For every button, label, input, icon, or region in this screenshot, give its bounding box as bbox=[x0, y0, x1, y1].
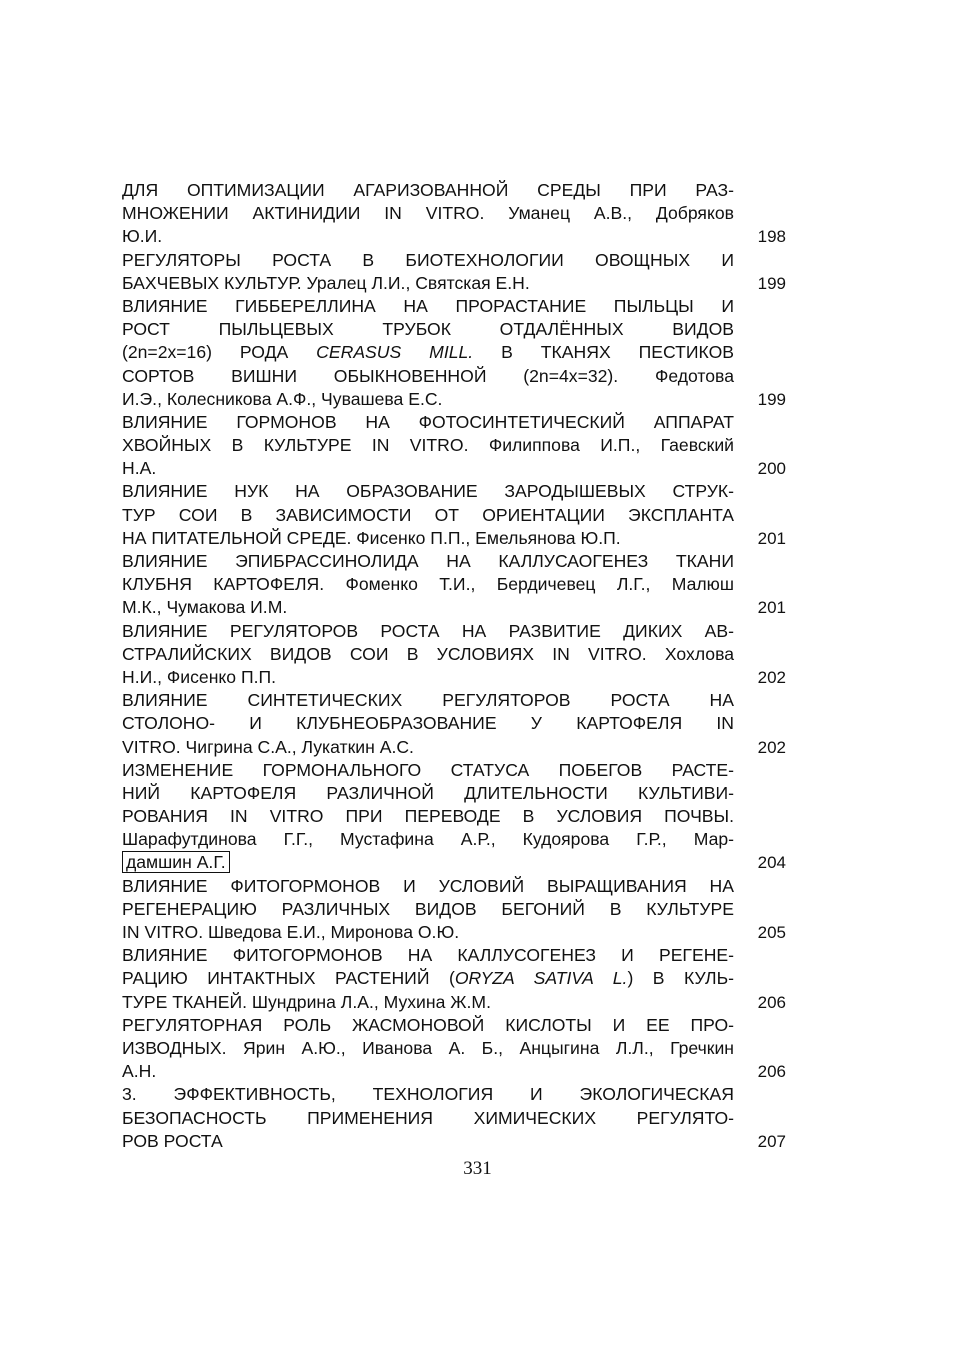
entry-line: ТУР СОИ В ЗАВИСИМОСТИ ОТ ОРИЕНТАЦИИ ЭКСПЛАНТА bbox=[122, 504, 734, 525]
toc-entry bbox=[122, 179, 786, 249]
entry-line-italic: (2n=2x=16) РОДА CERASUS MILL. В ТКАНЯХ ПЕСТИКОВ bbox=[122, 342, 734, 363]
entry-line: М.К., Чумакова И.М. bbox=[122, 597, 288, 618]
toc-entry bbox=[122, 875, 786, 945]
latin-name: ORYZA SATIVA L. bbox=[454, 968, 628, 989]
toc-entry-section bbox=[122, 1083, 786, 1153]
entry-page-number: 205 bbox=[757, 923, 786, 942]
entry-line: БЕЗОПАСНОСТЬ ПРИМЕНЕНИЯ ХИМИЧЕСКИХ РЕГУЛЯТО- bbox=[122, 1107, 734, 1128]
toc-entry bbox=[122, 249, 786, 295]
entry-page-number: 202 bbox=[757, 667, 786, 687]
latin-name: CERASUS MILL. bbox=[316, 342, 474, 363]
boxed-author: дамшин А.Г. bbox=[122, 851, 230, 873]
toc-entry bbox=[122, 550, 786, 620]
entry-line: БАХЧЕВЫХ КУЛЬТУР. Уралец Л.И., Святская Е.Н. bbox=[122, 272, 530, 293]
entry-line: Шарафутдинова Г.Г., Мустафина А.Р., Кудоярова Г.Р., Мар- bbox=[122, 829, 734, 850]
toc-entry bbox=[122, 620, 786, 690]
entry-line: Н.И., Фисенко П.П. bbox=[122, 666, 277, 687]
entry-line: ВЛИЯНИЕ ГОРМОНОВ НА ФОТОСИНТЕТИЧЕСКИЙ АППАРАТ bbox=[122, 411, 734, 432]
toc-entry bbox=[122, 689, 786, 759]
entry-line bbox=[122, 851, 734, 874]
entry-line: РОВ РОСТА bbox=[122, 1130, 223, 1151]
entry-line: РОВАНИЯ IN VITRO ПРИ ПЕРЕВОДЕ В УСЛОВИЯ ПОЧВЫ. bbox=[122, 806, 734, 827]
entry-page-number: 199 bbox=[757, 273, 786, 293]
entry-line: ВЛИЯНИЕ ФИТОГОРМОНОВ НА КАЛЛУСОГЕНЕЗ И РЕГЕНЕ- bbox=[122, 945, 734, 966]
entry-page-number: 199 bbox=[757, 389, 786, 409]
entry-page-number: 200 bbox=[757, 459, 786, 479]
entry-line: VITRO. Чигрина С.А., Лукаткин А.С. bbox=[122, 736, 414, 757]
entry-line: ХВОЙНЫХ В КУЛЬТУРЕ IN VITRO. Филиппова И.П., Гаевский bbox=[122, 435, 734, 456]
entry-page-number: 206 bbox=[757, 992, 786, 1012]
entry-line: РОСТ ПЫЛЬЦЕВЫХ ТРУБОК ОТДАЛЁННЫХ ВИДОВ bbox=[122, 319, 734, 340]
toc-entry bbox=[122, 944, 786, 1014]
entry-line: ДЛЯ ОПТИМИЗАЦИИ АГАРИЗОВАННОЙ СРЕДЫ ПРИ РАЗ- bbox=[122, 180, 734, 200]
page-number: 331 bbox=[463, 1158, 492, 1179]
entry-line: ВЛИЯНИЕ ФИТОГОРМОНОВ И УСЛОВИЙ ВЫРАЩИВАНИЯ НА bbox=[122, 875, 734, 896]
toc-entry bbox=[122, 480, 786, 550]
entry-page-number: 201 bbox=[757, 598, 786, 618]
entry-line: РАЦИЮ ИНТАКТНЫХ РАСТЕНИЙ (ORYZA SATIVA L.) В КУЛЬ- bbox=[122, 968, 735, 989]
entry-line: КЛУБНЯ КАРТОФЕЛЯ. Фоменко Т.И., Бердичевец Л.Г., Малюш bbox=[122, 574, 734, 595]
entry-line: РЕГЕНЕРАЦИЮ РАЗЛИЧНЫХ ВИДОВ БЕГОНИЙ В КУЛЬТУРЕ bbox=[122, 898, 734, 919]
toc-entry bbox=[122, 1014, 786, 1084]
entry-line: ВЛИЯНИЕ НУК НА ОБРАЗОВАНИЕ ЗАРОДЫШЕВЫХ СТРУК- bbox=[122, 481, 734, 502]
entry-line: СОРТОВ ВИШНИ ОБЫКНОВЕННОЙ (2n=4x=32). Федотова bbox=[122, 365, 734, 386]
entry-line: Ю.И. bbox=[122, 226, 163, 247]
entry-line: НИЙ КАРТОФЕЛЯ РАЗЛИЧНОЙ ДЛИТЕЛЬНОСТИ КУЛЬТИВИ- bbox=[122, 782, 734, 803]
table-of-contents bbox=[122, 179, 786, 1153]
entry-line: МНОЖЕНИИ АКТИНИДИИ IN VITRO. Уманец А.В., Добряков bbox=[122, 203, 734, 224]
entry-line: ВЛИЯНИЕ СИНТЕТИЧЕСКИХ РЕГУЛЯТОРОВ РОСТА НА bbox=[122, 690, 734, 711]
entry-page-number: 201 bbox=[757, 528, 786, 548]
entry-line: НА ПИТАТЕЛЬНОЙ СРЕДЕ. Фисенко П.П., Емельянова Ю.П. bbox=[122, 527, 621, 548]
entry-line: А.Н. bbox=[122, 1061, 157, 1082]
entry-line: IN VITRO. Шведова Е.И., Миронова О.Ю. bbox=[122, 922, 460, 942]
entry-page-number: 204 bbox=[757, 853, 786, 873]
entry-line: СТРАЛИЙСКИХ ВИДОВ СОИ В УСЛОВИЯХ IN VITRO. Хохлова bbox=[122, 643, 734, 664]
entry-line: ВЛИЯНИЕ ЭПИБРАССИНОЛИДА НА КАЛЛУСАОГЕНЕЗ ТКАНИ bbox=[122, 551, 734, 571]
toc-entry bbox=[122, 411, 786, 481]
entry-line: ВЛИЯНИЕ ГИББЕРЕЛЛИНА НА ПРОРАСТАНИЕ ПЫЛЬЦЫ И bbox=[122, 295, 734, 316]
entry-page-number: 207 bbox=[757, 1131, 786, 1151]
entry-line: СТОЛОНО- И КЛУБНЕОБРАЗОВАНИЕ У КАРТОФЕЛЯ IN bbox=[122, 713, 734, 734]
entry-line: РЕГУЛЯТОРЫ РОСТА В БИОТЕХНОЛОГИИ ОВОЩНЫХ И bbox=[122, 249, 734, 270]
toc-entry bbox=[122, 759, 786, 875]
entry-line: РЕГУЛЯТОРНАЯ РОЛЬ ЖАСМОНОВОЙ КИСЛОТЫ И ЕЕ ПРО- bbox=[122, 1014, 734, 1035]
entry-page-number: 198 bbox=[757, 227, 786, 247]
entry-line: Н.А. bbox=[122, 458, 157, 479]
entry-line: 3. ЭФФЕКТИВНОСТЬ, ТЕХНОЛОГИЯ И ЭКОЛОГИЧЕСКАЯ bbox=[122, 1084, 734, 1105]
entry-page-number: 206 bbox=[757, 1062, 786, 1082]
entry-line: ИЗВОДНЫХ. Ярин А.Ю., Иванова А. Б., Анцыгина Л.Л., Гречкин bbox=[122, 1037, 734, 1058]
toc-entry bbox=[122, 295, 786, 411]
entry-line: ВЛИЯНИЕ РЕГУЛЯТОРОВ РОСТА НА РАЗВИТИЕ ДИКИХ АВ- bbox=[122, 620, 734, 641]
entry-line: ТУРЕ ТКАНЕЙ. Шундрина Л.А., Мухина Ж.М. bbox=[122, 991, 491, 1012]
entry-line: И.Э., Колесникова А.Ф., Чувашева Е.С. bbox=[122, 388, 443, 409]
entry-line: ИЗМЕНЕНИЕ ГОРМОНАЛЬНОГО СТАТУСА ПОБЕГОВ РАСТЕ- bbox=[122, 759, 734, 780]
entry-page-number: 202 bbox=[757, 737, 786, 757]
